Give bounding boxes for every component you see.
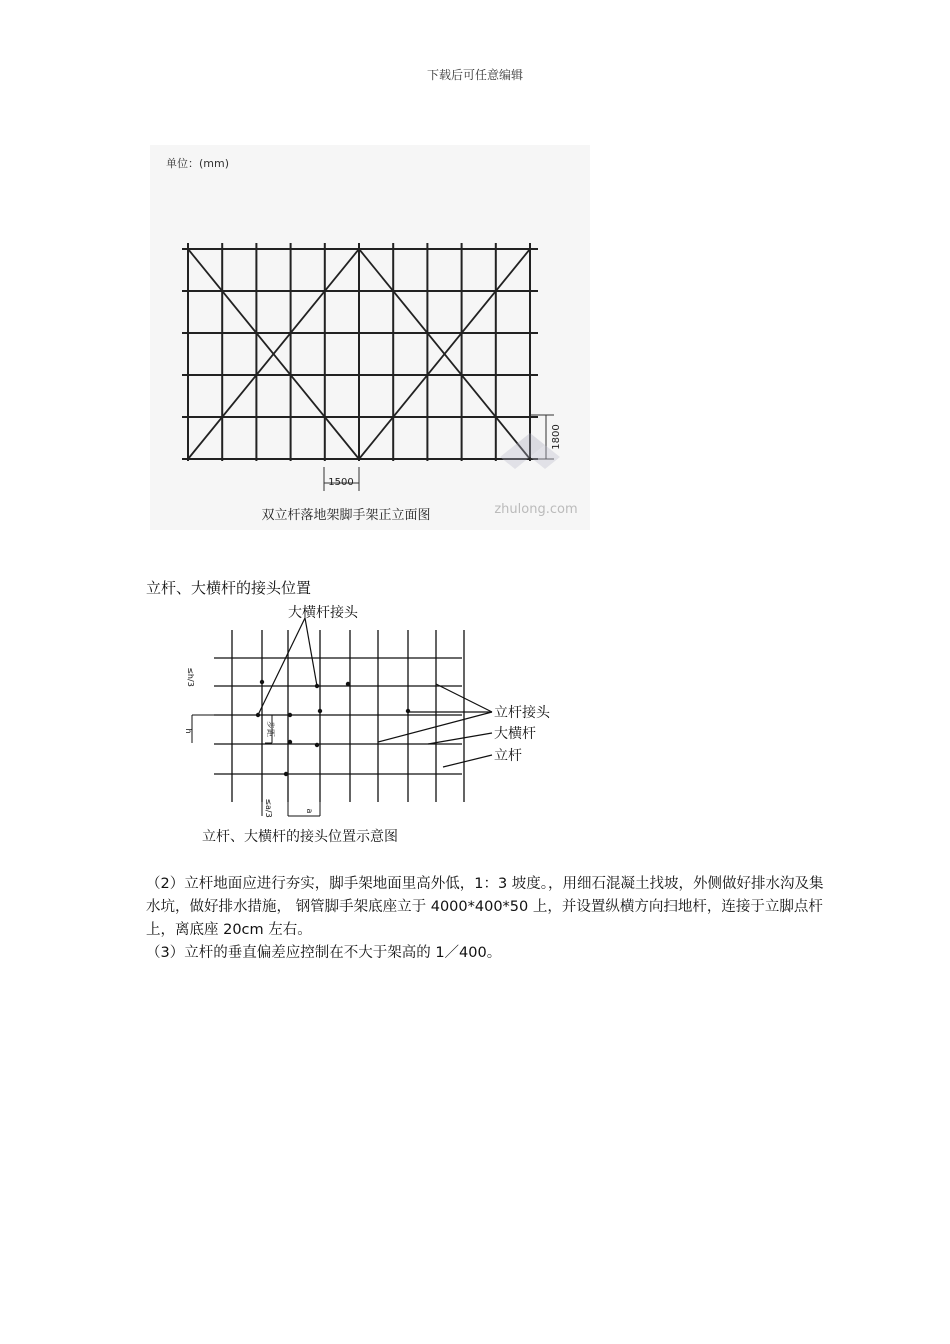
figure2-caption: 立杆、大横杆的接头位置示意图 [202, 829, 398, 845]
joint-dot [284, 772, 288, 776]
label-a-third: ≤a/3 [264, 798, 273, 818]
joint-grid [214, 630, 464, 802]
page-header: 下载后可任意编辑 [426, 68, 523, 82]
section-label: 立杆、大横杆的接头位置 [146, 579, 312, 597]
label-big-bar: 大横杆 [494, 726, 536, 742]
scaffold-elevation-figure [150, 145, 590, 530]
label-h: h [184, 728, 193, 734]
joint-dot [315, 743, 319, 747]
joint-dot [346, 682, 350, 686]
figure-background [150, 145, 590, 530]
unit-label: 单位：(mm) [166, 157, 230, 170]
joint-dot [318, 709, 322, 713]
watermark-text: zhulong.com [494, 502, 578, 517]
paragraph-3: （3）立杆的垂直偏差应控制在不大于架高的 1／400。 [146, 945, 502, 961]
dimension-vertical-label: 1800 [551, 424, 562, 450]
label-pole-joint: 立杆接头 [494, 705, 550, 721]
paragraph-2: （2）立杆地面应进行夯实，脚手架地面里高外低，1：3 坡度。，用细石混凝土找坡，外侧做好排水沟及集水坑，做好排水措施， 钢管脚手架底座立于 4000*400*50 上，并设置纵横方向扫地杆，连接于立脚点杆上，离底座 20cm 左右。 [146, 876, 824, 938]
leader-lines [258, 618, 492, 767]
joint-dot [288, 713, 292, 717]
joint-points [256, 680, 410, 776]
dimension-horizontal-label: 1500 [328, 477, 354, 488]
body-text [146, 873, 826, 965]
label-a: a [305, 808, 314, 814]
label-step: 步距 [266, 721, 275, 737]
joint-position-figure [180, 598, 600, 853]
joint-dot [288, 740, 292, 744]
label-h-third: ≤h/3 [186, 667, 195, 687]
label-pole: 立杆 [494, 748, 522, 764]
joint-dot [260, 680, 264, 684]
label-big-bar-joint: 大横杆接头 [288, 605, 358, 621]
figure1-caption: 双立杆落地架脚手架正立面图 [261, 508, 431, 523]
